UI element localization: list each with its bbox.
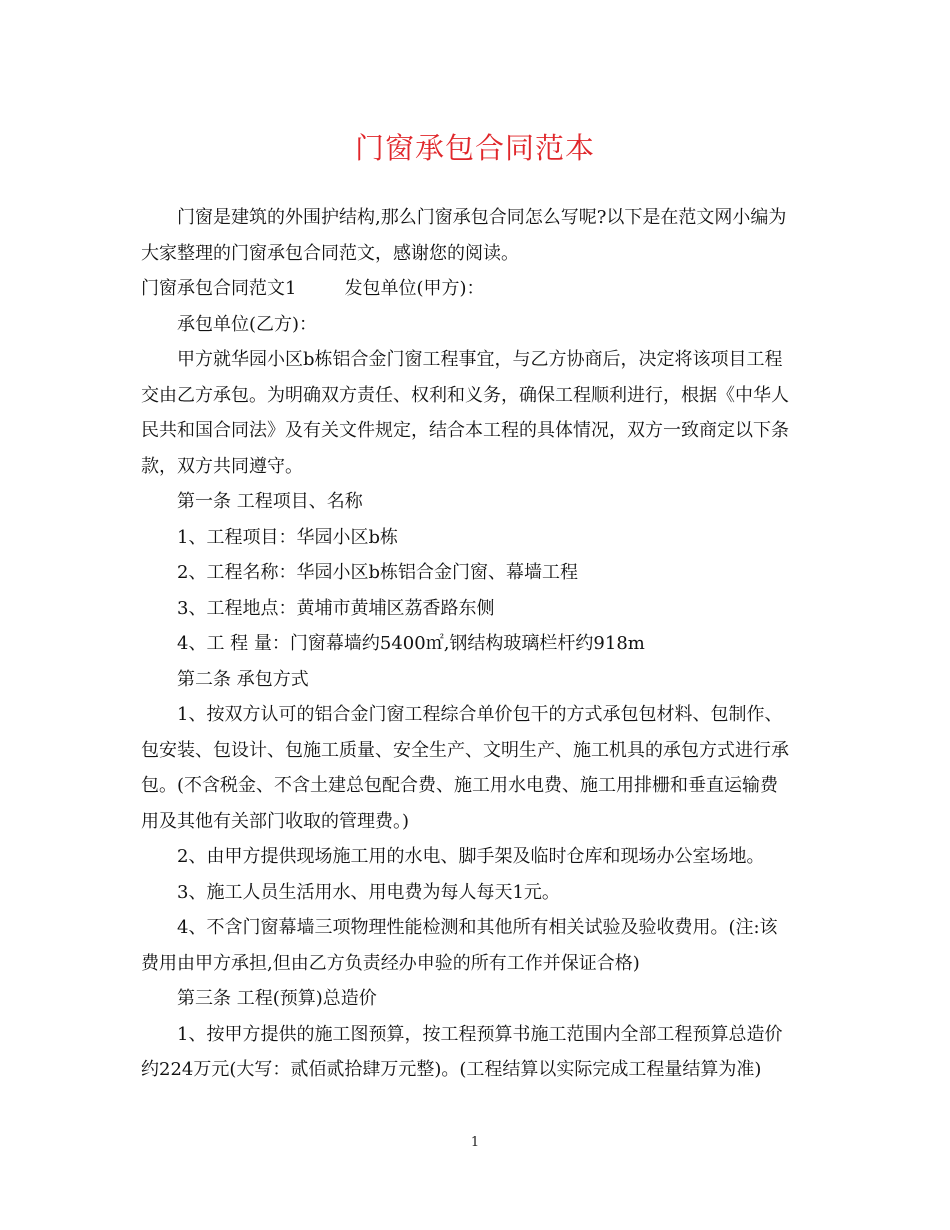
article-3-item-1-line-2: 约224万元(大写：贰佰贰拾肆万元整)。(工程结算以实际完成工程量结算为准) [141, 1059, 762, 1080]
preamble-line-2: 交由乙方承包。为明确双方责任、权利和义务，确保工程顺利进行，根据《中华人 [141, 384, 789, 406]
page-number: 1 [470, 1135, 480, 1150]
article-2-item-4-line-2: 费用由甲方承担,但由乙方负责经办申验的所有工作并保证合格) [141, 952, 640, 974]
paragraph-intro-line-1: 门窗是建筑的外围护结构,那么门窗承包合同怎么写呢?以下是在范文网小编为 [177, 207, 787, 228]
preamble-line-4: 款，双方共同遵守。 [141, 455, 303, 477]
article-1-heading: 第一条 工程项目、名称 [177, 491, 363, 512]
preamble-line-1: 甲方就华园小区b栋铝合金门窗工程事宜，与乙方协商后，决定将该项目工程 [177, 349, 783, 370]
sample-heading-line [141, 271, 813, 307]
paragraph-intro-line-2: 大家整理的门窗承包合同范文，感谢您的阅读。 [141, 242, 519, 264]
article-2-item-1-line-2: 包安装、包设计、包施工质量、安全生产、文明生产、施工机具的承包方式进行承 [141, 739, 789, 761]
article-1-item-2: 2、工程名称：华园小区b栋铝合金门窗、幕墙工程 [177, 562, 578, 583]
article-2-item-3: 3、施工人员生活用水、用电费为每人每天1元。 [177, 881, 560, 903]
article-3-heading: 第三条 工程(预算)总造价 [177, 988, 377, 1009]
article-1-item-3: 3、工程地点：黄埔市黄埔区荔香路东侧 [177, 597, 495, 619]
article-2-item-1-line-1: 1、按双方认可的铝合金门窗工程综合单价包干的方式承包包材料、包制作、 [177, 704, 783, 725]
article-3-item-1-line-1: 1、按甲方提供的施工图预算，按工程预算书施工范围内全部工程预算总造价 [177, 1023, 783, 1045]
article-2-item-2: 2、由甲方提供现场施工用的水电、脚手架及临时仓库和现场办公室场地。 [177, 846, 765, 867]
article-2-heading: 第二条 承包方式 [177, 668, 309, 690]
party-b-label: 承包单位(乙方)： [177, 313, 318, 335]
document-title: 门窗承包合同范本 [354, 131, 595, 165]
preamble-line-3: 民共和国合同法》及有关文件规定，结合本工程的具体情况，双方一致商定以下条 [141, 420, 789, 441]
article-2-item-1-line-4: 用及其他有关部门收取的管理费。) [141, 810, 410, 832]
article-1-item-1: 1、工程项目：华园小区b栋 [177, 526, 398, 548]
article-2-item-4-line-1: 4、不含门窗幕墙三项物理性能检测和其他所有相关试验及验收费用。(注:该 [177, 917, 778, 938]
article-2-item-1-line-3: 包。(不含税金、不含土建总包配合费、施工用水电费、施工用排栅和垂直运输费 [141, 775, 779, 796]
party-a-label: 发包单位(甲方)： [344, 278, 485, 299]
document-body [141, 200, 813, 1088]
article-1-item-4: 4、工 程 量：门窗幕墙约5400㎡,钢结构玻璃栏杆约918m [177, 633, 645, 654]
sample-heading: 门窗承包合同范文1 [141, 278, 297, 299]
